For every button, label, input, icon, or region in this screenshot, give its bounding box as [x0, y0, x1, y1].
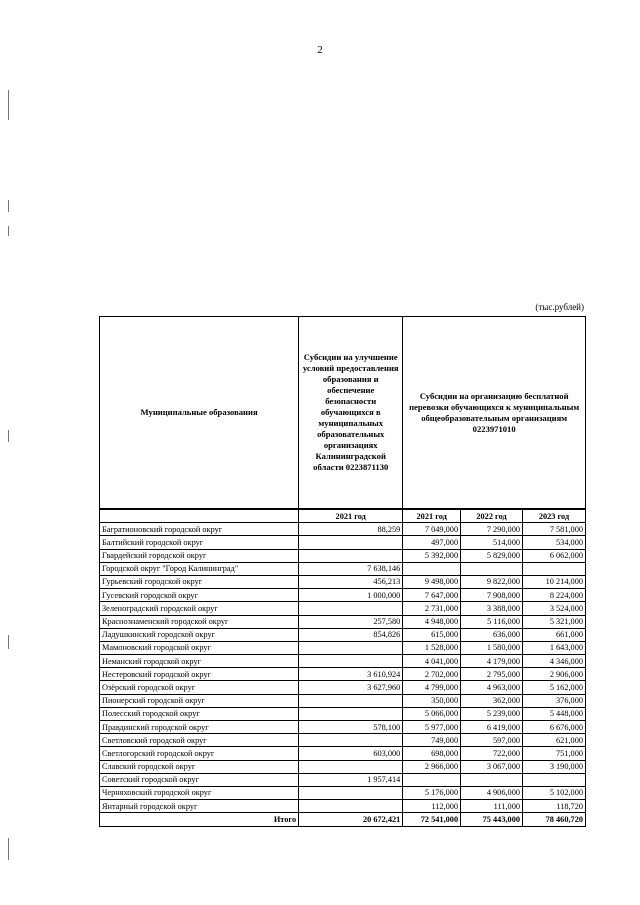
table-row: [100, 800, 586, 813]
table-row: [100, 694, 586, 707]
value-cell-s1: 3 627,960: [299, 681, 403, 694]
value-cell-y2021: 4 799,000: [403, 681, 461, 694]
table-row: [100, 734, 586, 747]
value-cell-s1: 7 638,146: [299, 562, 403, 575]
value-cell-y2022: 5 829,000: [461, 549, 523, 562]
scan-edge-mark: [8, 226, 9, 236]
table-row: [100, 549, 586, 562]
value-cell-y2023: 534,000: [523, 536, 586, 549]
value-cell-s1: [299, 602, 403, 615]
value-cell-y2023: 6 676,000: [523, 721, 586, 734]
value-cell-y2023: 5 162,000: [523, 681, 586, 694]
municipality-name: Балтийский городской округ: [100, 536, 299, 549]
value-cell-y2022: 5 239,000: [461, 707, 523, 720]
scan-edge-mark: [8, 838, 9, 860]
municipality-name: Багратионовский городской округ: [100, 523, 299, 536]
unit-label: (тыс.рублей): [535, 302, 584, 312]
table-row: [100, 615, 586, 628]
value-cell-y2022: 6 419,000: [461, 721, 523, 734]
value-cell-y2021: 615,000: [403, 628, 461, 641]
municipality-name: Городской округ "Город Калининград": [100, 562, 299, 575]
value-cell-s1: 578,100: [299, 721, 403, 734]
municipality-name: Озёрский городской округ: [100, 681, 299, 694]
value-cell-s1: [299, 694, 403, 707]
value-cell-y2021: 2 731,000: [403, 602, 461, 615]
value-cell-y2022: 9 822,000: [461, 575, 523, 588]
value-cell-y2022: 4 963,000: [461, 681, 523, 694]
value-cell-y2023: 661,000: [523, 628, 586, 641]
value-cell-y2021: 112,000: [403, 800, 461, 813]
value-cell-y2022: 362,000: [461, 694, 523, 707]
value-cell-y2022: 3 388,000: [461, 602, 523, 615]
value-cell-y2023: 8 224,000: [523, 589, 586, 602]
value-cell-y2023: 376,000: [523, 694, 586, 707]
table-row: [100, 747, 586, 760]
value-cell-y2022: 5 116,000: [461, 615, 523, 628]
municipality-name: Неманский городской округ: [100, 655, 299, 668]
value-cell-s1: 603,000: [299, 747, 403, 760]
table-row: [100, 628, 586, 641]
municipality-name: Светлогорский городской округ: [100, 747, 299, 760]
header-subsidy-transport: Субсидии на организацию бесплатной перевозки обучающихся к муниципальным общеобразовательным организациям 0223971010: [403, 317, 586, 510]
value-cell-s1: [299, 655, 403, 668]
value-cell-y2021: 7 647,000: [403, 589, 461, 602]
table-row: [100, 536, 586, 549]
value-cell-y2021: [403, 562, 461, 575]
value-cell-y2023: [523, 773, 586, 786]
total-cell-s1: 20 672,421: [299, 813, 403, 826]
table-row: [100, 562, 586, 575]
value-cell-y2023: 751,000: [523, 747, 586, 760]
table-row: [100, 786, 586, 799]
header-year: 2023 год: [523, 509, 586, 523]
table-body: [100, 523, 586, 826]
value-cell-y2023: 5 102,000: [523, 786, 586, 799]
value-cell-y2023: 118,720: [523, 800, 586, 813]
value-cell-y2023: 5 321,000: [523, 615, 586, 628]
total-cell-y2022: 75 443,000: [461, 813, 523, 826]
value-cell-y2021: 1 528,000: [403, 641, 461, 654]
value-cell-s1: [299, 734, 403, 747]
value-cell-s1: 854,826: [299, 628, 403, 641]
municipality-name: Нестеровский городской округ: [100, 668, 299, 681]
value-cell-y2021: 4 041,000: [403, 655, 461, 668]
value-cell-y2021: 2 966,000: [403, 760, 461, 773]
scan-edge-mark: [8, 90, 9, 120]
value-cell-s1: [299, 707, 403, 720]
total-row: [100, 813, 586, 826]
table-row: [100, 707, 586, 720]
table-row: [100, 523, 586, 536]
value-cell-y2022: [461, 773, 523, 786]
value-cell-y2021: 350,000: [403, 694, 461, 707]
municipality-name: Ладушкинский городской округ: [100, 628, 299, 641]
value-cell-y2021: 9 498,000: [403, 575, 461, 588]
value-cell-s1: 3 610,924: [299, 668, 403, 681]
value-cell-y2022: 597,000: [461, 734, 523, 747]
header-municipality: Муниципальные образования: [100, 317, 299, 510]
table-row: [100, 641, 586, 654]
value-cell-s1: 257,580: [299, 615, 403, 628]
value-cell-y2023: 3 190,000: [523, 760, 586, 773]
value-cell-y2022: 3 067,000: [461, 760, 523, 773]
value-cell-s1: 456,213: [299, 575, 403, 588]
municipality-name: Мамоновский городской округ: [100, 641, 299, 654]
table-row: [100, 602, 586, 615]
value-cell-y2023: 10 214,000: [523, 575, 586, 588]
municipality-name: Полесский городской округ: [100, 707, 299, 720]
value-cell-y2021: 698,000: [403, 747, 461, 760]
table-row: [100, 575, 586, 588]
value-cell-s1: 1 000,000: [299, 589, 403, 602]
value-cell-y2023: 3 524,000: [523, 602, 586, 615]
value-cell-y2022: 722,000: [461, 747, 523, 760]
municipality-name: Зеленоградский городской округ: [100, 602, 299, 615]
value-cell-s1: 1 957,414: [299, 773, 403, 786]
table-row: [100, 655, 586, 668]
municipality-name: Пионерский городской округ: [100, 694, 299, 707]
value-cell-s1: [299, 641, 403, 654]
value-cell-y2023: 5 448,000: [523, 707, 586, 720]
value-cell-y2023: 6 062,000: [523, 549, 586, 562]
municipality-name: Гвардейский городской округ: [100, 549, 299, 562]
header-year: 2022 год: [461, 509, 523, 523]
value-cell-y2021: 5 392,000: [403, 549, 461, 562]
municipality-name: Светловский городской округ: [100, 734, 299, 747]
municipality-name: Янтарный городской округ: [100, 800, 299, 813]
value-cell-s1: [299, 760, 403, 773]
header-year: 2021 год: [299, 509, 403, 523]
table-row: [100, 668, 586, 681]
value-cell-y2023: 1 643,000: [523, 641, 586, 654]
value-cell-y2021: 5 066,000: [403, 707, 461, 720]
value-cell-s1: [299, 549, 403, 562]
value-cell-y2022: 1 580,000: [461, 641, 523, 654]
municipality-name: Черняховский городской округ: [100, 786, 299, 799]
value-cell-y2021: 4 948,000: [403, 615, 461, 628]
municipality-name: Советский городской округ: [100, 773, 299, 786]
value-cell-y2022: [461, 562, 523, 575]
table-row: [100, 760, 586, 773]
value-cell-y2021: [403, 773, 461, 786]
value-cell-y2022: 4 179,000: [461, 655, 523, 668]
header-subsidy-improvement: Субсидии на улучшение условий предоставления образования и обеспечение безопасности обучающихся в муниципальных образовательных организациях Калининградской области 0223871130: [299, 317, 403, 510]
value-cell-y2023: 7 581,000: [523, 523, 586, 536]
value-cell-s1: [299, 800, 403, 813]
value-cell-y2021: 749,000: [403, 734, 461, 747]
value-cell-y2022: 2 795,000: [461, 668, 523, 681]
value-cell-y2022: 4 906,000: [461, 786, 523, 799]
value-cell-y2022: 636,000: [461, 628, 523, 641]
total-label: Итого: [100, 813, 299, 826]
subsidy-table: [99, 316, 586, 827]
scan-edge-mark: [8, 635, 9, 649]
value-cell-s1: [299, 786, 403, 799]
header-year-blank: [100, 509, 299, 523]
value-cell-y2023: [523, 562, 586, 575]
value-cell-y2022: 514,000: [461, 536, 523, 549]
value-cell-y2023: 2 906,000: [523, 668, 586, 681]
value-cell-y2021: 2 702,000: [403, 668, 461, 681]
value-cell-y2021: 7 049,000: [403, 523, 461, 536]
value-cell-y2022: 111,000: [461, 800, 523, 813]
municipality-name: Гурьевский городской округ: [100, 575, 299, 588]
municipality-name: Гусевский городской округ: [100, 589, 299, 602]
municipality-name: Славский городской округ: [100, 760, 299, 773]
municipality-name: Краснознаменский городской округ: [100, 615, 299, 628]
table-row: [100, 589, 586, 602]
value-cell-s1: 88,259: [299, 523, 403, 536]
value-cell-y2021: 497,000: [403, 536, 461, 549]
table-row: [100, 773, 586, 786]
total-cell-y2023: 78 460,720: [523, 813, 586, 826]
value-cell-y2021: 5 977,000: [403, 721, 461, 734]
table-row: [100, 681, 586, 694]
value-cell-y2021: 5 176,000: [403, 786, 461, 799]
value-cell-y2022: 7 908,000: [461, 589, 523, 602]
value-cell-y2023: 4 346,000: [523, 655, 586, 668]
value-cell-y2023: 621,000: [523, 734, 586, 747]
municipality-name: Правдинский городской округ: [100, 721, 299, 734]
header-year: 2021 год: [403, 509, 461, 523]
value-cell-y2022: 7 290,000: [461, 523, 523, 536]
total-cell-y2021: 72 541,000: [403, 813, 461, 826]
table-row: [100, 721, 586, 734]
scan-edge-mark: [8, 200, 9, 212]
scan-edge-mark: [8, 430, 9, 442]
page-number: 2: [317, 44, 323, 56]
value-cell-s1: [299, 536, 403, 549]
